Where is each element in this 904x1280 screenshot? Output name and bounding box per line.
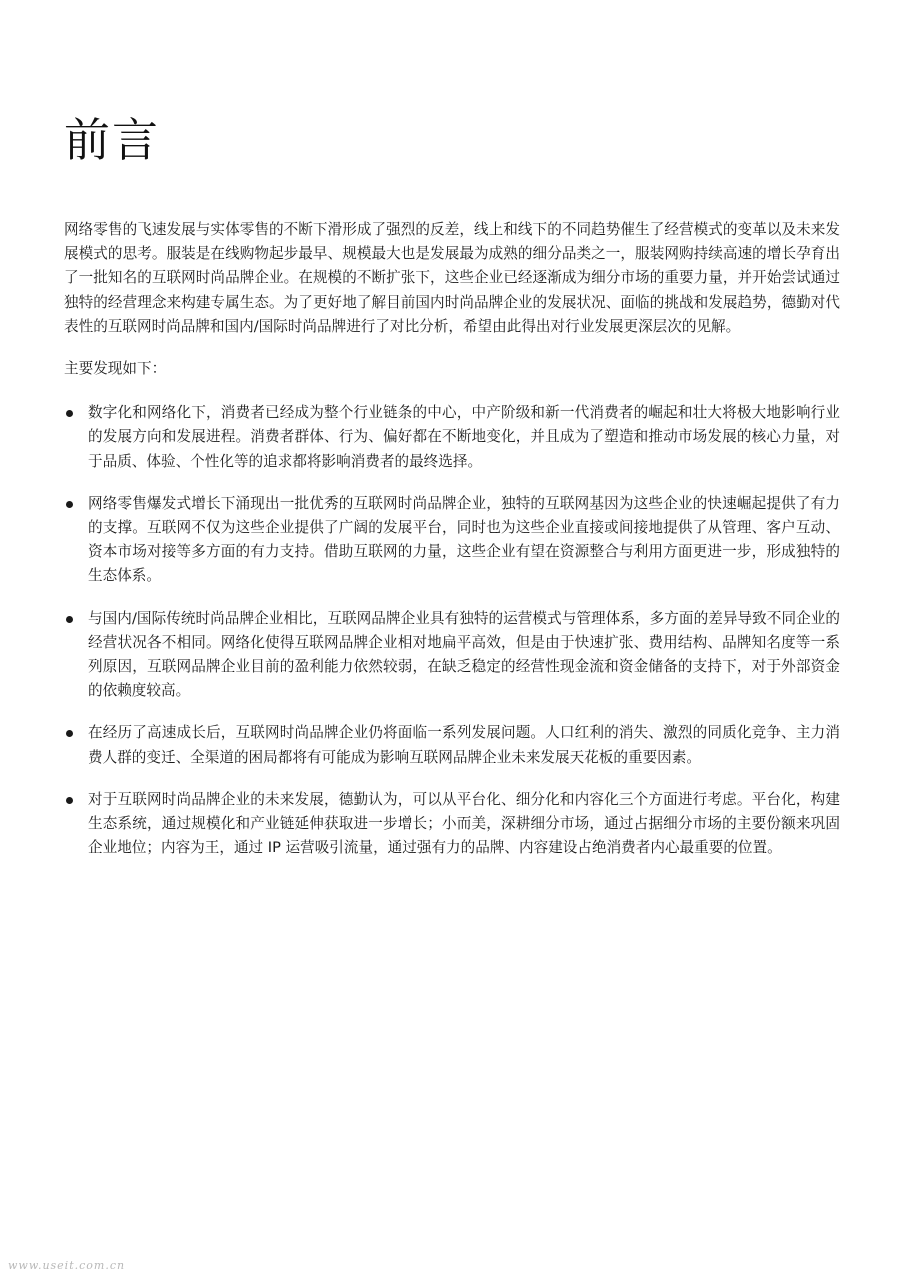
finding-item [64, 401, 840, 474]
finding-item [64, 721, 840, 769]
finding-text: 与国内/国际传统时尚品牌企业相比，互联网品牌企业具有独特的运营模式与管理体系，多方面的差异导致不同企业的经营状况各不相同。网络化使得互联网品牌企业相对地扁平高效，但是由于快速扩张、费用结构、品牌知名度等一系列原因，互联网品牌企业目前的盈利能力依然较弱，在缺乏稳定的经营性现金流和资金储备的支持下，对于外部资金的依赖度较高。 [88, 609, 840, 700]
watermark: www.useit.com.cn [8, 1259, 126, 1272]
finding-item [64, 788, 840, 861]
bullet-icon [66, 616, 73, 623]
intro-paragraph: 网络零售的飞速发展与实体零售的不断下滑形成了强烈的反差，线上和线下的不同趋势催生了经营模式的变革以及未来发展模式的思考。服装是在线购物起步最早、规模最大也是发展最为成熟的细分品类之一，服装网购持续高速的增长孕育出了一批知名的互联网时尚品牌企业。在规模的不断扩张下，这些企业已经逐渐成为细分市场的重要力量，并开始尝试通过独特的经营理念来构建专属生态。为了更好地了解目前国内时尚品牌企业的发展状况、面临的挑战和发展趋势，德勤对代表性的互联网时尚品牌和国内/国际时尚品牌进行了对比分析，希望由此得出对行业发展更深层次的见解。 [64, 221, 840, 335]
bullet-icon [66, 730, 73, 737]
finding-item [64, 492, 840, 589]
bullet-icon [66, 797, 73, 804]
bullet-icon [66, 410, 73, 417]
bullet-icon [66, 501, 73, 508]
finding-text: 网络零售爆发式增长下涌现出一批优秀的互联网时尚品牌企业，独特的互联网基因为这些企业的快速崛起提供了有力的支撑。互联网不仅为这些企业提供了广阔的发展平台，同时也为这些企业直接或间接地提供了从管理、客户互动、资本市场对接等多方面的有力支持。借助互联网的力量，这些企业有望在资源整合与利用方面更进一步，形成独特的生态体系。 [88, 494, 840, 585]
finding-item [64, 607, 840, 704]
page-title: 前言 [64, 113, 160, 167]
finding-text: 对于互联网时尚品牌企业的未来发展，德勤认为，可以从平台化、细分化和内容化三个方面进行考虑。平台化，构建生态系统，通过规模化和产业链延伸获取进一步增长；小而美，深耕细分市场，通过占据细分市场的主要份额来巩固企业地位；内容为王，通过 IP 运营吸引流量，通过强有力的品牌、内容建设占绝消费者内心最重要的位置。 [88, 790, 840, 857]
finding-text: 数字化和网络化下，消费者已经成为整个行业链条的中心，中产阶级和新一代消费者的崛起和壮大将极大地影响行业的发展方向和发展进程。消费者群体、行为、偏好都在不断地变化，并且成为了塑造和推动市场发展的核心力量，对于品质、体验、个性化等的追求都将影响消费者的最终选择。 [88, 404, 840, 470]
finding-text: 在经历了高速成长后，互联网时尚品牌企业仍将面临一系列发展问题。人口红利的消失、激烈的同质化竞争、主力消费人群的变迁、全渠道的困局都将有可能成为影响互联网品牌企业未来发展天花板的重要因素。 [88, 724, 840, 766]
findings-label: 主要发现如下： [64, 360, 167, 378]
findings-list [64, 401, 840, 860]
content-body [64, 218, 840, 878]
